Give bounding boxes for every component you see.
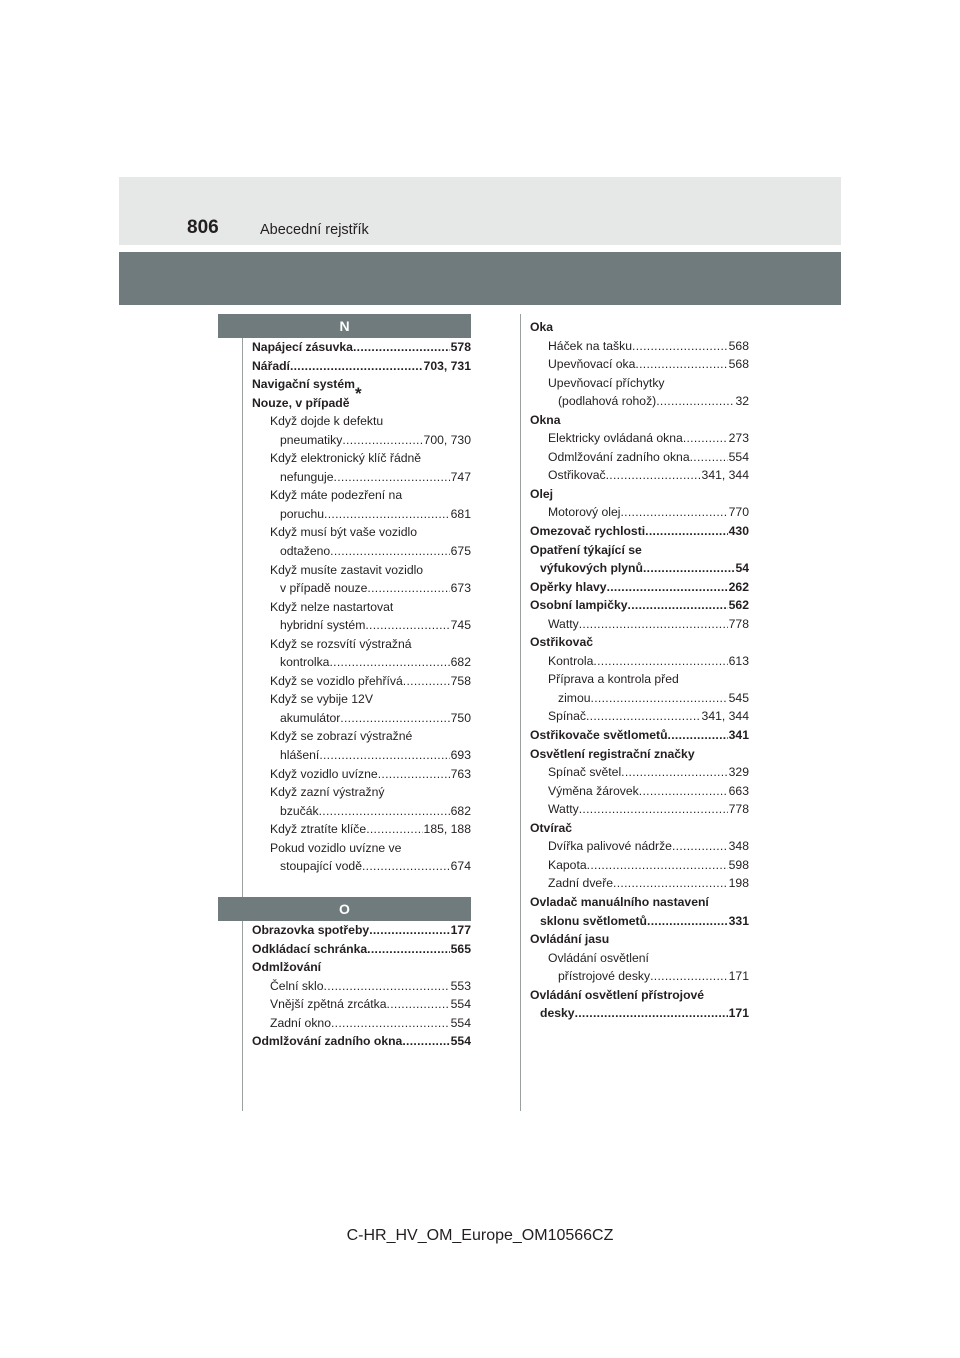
index-entry — [252, 921, 471, 940]
dot-leader — [656, 392, 734, 411]
entry-page: 675 — [450, 544, 471, 559]
entry-page: 682 — [450, 803, 471, 818]
index-entry — [530, 707, 749, 726]
entry-text: Ostřikovač — [530, 635, 594, 650]
entry-text: Ostřikovače světlometů — [530, 728, 668, 743]
dot-leader — [378, 765, 450, 784]
index-entry — [252, 1014, 471, 1033]
entry-page: 663 — [728, 783, 749, 798]
dot-leader — [621, 763, 727, 782]
index-column-right — [530, 318, 749, 1023]
entry-text: Ovládání osvětlení — [548, 950, 649, 965]
index-entry — [252, 523, 471, 542]
index-entry — [530, 633, 749, 652]
entry-text: Motorový olej — [548, 505, 621, 520]
index-entry — [252, 338, 471, 357]
entry-page: 674 — [450, 859, 471, 874]
entry-page: 554 — [728, 449, 749, 464]
index-entry — [530, 986, 749, 1005]
entry-text: Opatření týkající se — [530, 542, 642, 557]
index-entry — [252, 839, 471, 858]
index-entry — [252, 486, 471, 505]
index-entry — [530, 856, 749, 875]
entry-page: 758 — [450, 673, 471, 688]
entry-page: 185, 188 — [423, 822, 471, 837]
dot-leader — [628, 596, 728, 615]
entry-page: 750 — [450, 710, 471, 725]
entry-text: pneumatiky — [280, 432, 343, 447]
entry-text: Ovladač manuálního nastavení — [530, 894, 709, 909]
entry-page: 700, 730 — [423, 432, 471, 447]
entry-text: Když musíte zastavit vozidlo — [270, 562, 424, 577]
dot-leader — [334, 468, 450, 487]
index-entry — [252, 357, 471, 376]
index-entry — [530, 411, 749, 430]
dot-leader — [319, 746, 449, 765]
dot-leader — [369, 921, 449, 940]
entry-page: 553 — [450, 978, 471, 993]
entry-page: 693 — [450, 748, 471, 763]
index-entry — [530, 503, 749, 522]
dot-leader — [353, 338, 450, 357]
index-column-n — [252, 338, 471, 876]
dot-leader — [632, 337, 728, 356]
entry-page: 568 — [728, 338, 749, 353]
index-entry — [252, 635, 471, 654]
column-divider-n — [242, 338, 243, 897]
entry-page: 778 — [728, 802, 749, 817]
index-entry — [530, 782, 749, 801]
entry-text: Odkládací schránka — [252, 941, 368, 956]
entry-text: Když vozidlo uvízne — [270, 766, 378, 781]
entry-text: kontrolka — [280, 655, 330, 670]
dot-leader — [647, 912, 728, 931]
dot-leader — [650, 967, 728, 986]
index-entry — [530, 559, 749, 578]
entry-page: 562 — [728, 598, 749, 613]
dot-leader — [643, 559, 734, 578]
entry-page: 545 — [728, 690, 749, 705]
entry-page: 568 — [728, 357, 749, 372]
dot-leader — [387, 995, 450, 1014]
entry-page: 177 — [450, 923, 471, 937]
index-entry — [252, 431, 471, 450]
dot-leader — [324, 977, 450, 996]
entry-text: Elektricky ovládaná okna — [548, 431, 683, 446]
entry-text: Když nelze nastartovat — [270, 599, 394, 614]
entry-text: Když máte podezření na — [270, 488, 403, 503]
header-gray-bar — [119, 252, 841, 305]
entry-page: 32 — [735, 394, 749, 409]
index-entry — [530, 689, 749, 708]
entry-page: 565 — [450, 941, 471, 956]
index-entry — [252, 995, 471, 1014]
index-entry — [252, 802, 471, 821]
entry-text: hlášení — [280, 748, 320, 763]
index-entry — [530, 670, 749, 689]
entry-text: Když zazní výstražný — [270, 785, 385, 800]
entry-page: 554 — [450, 997, 471, 1012]
entry-page: 430 — [728, 524, 749, 539]
entry-text: Spínač světel — [548, 765, 622, 780]
entry-text: sklonu světlometů — [540, 913, 648, 928]
page-number: 806 — [187, 217, 219, 238]
index-entry — [252, 977, 471, 996]
index-entry — [252, 857, 471, 876]
dot-leader — [668, 726, 728, 745]
entry-text: Příprava a kontrola před — [548, 672, 679, 687]
index-entry — [252, 765, 471, 784]
dot-leader — [329, 653, 449, 672]
index-entry — [530, 874, 749, 893]
entry-text: akumulátor — [280, 710, 341, 725]
index-entry — [530, 1004, 749, 1023]
entry-text: Když ztratíte klíče — [270, 822, 367, 837]
index-entry — [530, 726, 749, 745]
entry-text: Výměna žárovek — [548, 783, 639, 798]
dot-leader — [639, 782, 728, 801]
column-divider-o — [242, 921, 243, 1111]
index-entry — [530, 448, 749, 467]
index-entry — [252, 505, 471, 524]
index-entry — [252, 449, 471, 468]
entry-text: Nouze, v případě — [252, 395, 350, 410]
entry-text: výfukových plynů — [540, 561, 643, 576]
index-entry — [252, 709, 471, 728]
index-entry — [252, 561, 471, 580]
index-entry — [530, 466, 749, 485]
entry-text: Pokud vozidlo uvízne ve — [270, 840, 402, 855]
index-column-o — [252, 921, 471, 1051]
entry-text: Když se vozidlo přehřívá — [270, 673, 403, 688]
entry-text: desky — [540, 1006, 575, 1021]
index-entry — [252, 542, 471, 561]
dot-leader — [620, 503, 727, 522]
dot-leader — [635, 355, 727, 374]
dot-leader — [330, 542, 450, 561]
entry-page: 54 — [735, 561, 749, 576]
dot-leader — [342, 431, 422, 450]
entry-text: Okna — [530, 412, 561, 427]
entry-text: Kapota — [548, 857, 587, 872]
dot-leader — [690, 448, 728, 467]
dot-leader — [362, 857, 450, 876]
entry-text: Háček na tašku — [548, 338, 633, 353]
dot-leader — [366, 820, 422, 839]
index-entry — [252, 958, 471, 977]
entry-text: Odmlžování zadního okna — [252, 1034, 403, 1049]
index-entry — [252, 690, 471, 709]
entry-page: 198 — [728, 876, 749, 891]
entry-text: Odmlžování — [252, 960, 322, 975]
entry-page: 171 — [728, 1006, 749, 1021]
entry-text: Napájecí zásuvka — [252, 340, 353, 354]
dot-leader — [367, 579, 449, 598]
entry-page: 770 — [728, 505, 749, 520]
section-letter-n: N — [218, 314, 471, 338]
entry-page: 673 — [450, 581, 471, 596]
entry-text: Osvětlení registrační značky — [530, 746, 695, 761]
entry-text: Čelní sklo — [270, 978, 324, 993]
entry-page: 763 — [450, 766, 471, 781]
index-entry — [252, 598, 471, 617]
index-entry — [530, 578, 749, 597]
index-entry — [252, 653, 471, 672]
entry-page: 578 — [450, 340, 471, 354]
entry-text: Když se zobrazí výstražné — [270, 729, 413, 744]
index-entry — [530, 522, 749, 541]
entry-text: Spínač — [548, 709, 586, 724]
dot-leader — [591, 689, 728, 708]
entry-text: Vnější zpětná zrcátka — [270, 997, 387, 1012]
entry-page: 341 — [728, 728, 749, 743]
entry-text: Ovládání osvětlení přístrojové — [530, 987, 705, 1002]
entry-text: Ostřikovač — [548, 468, 606, 483]
index-entry — [252, 616, 471, 635]
dot-leader — [324, 505, 450, 524]
dot-leader — [575, 1004, 728, 1023]
index-entry — [530, 800, 749, 819]
entry-text: Olej — [530, 486, 554, 501]
dot-leader — [586, 707, 701, 726]
entry-page: 273 — [728, 431, 749, 446]
dot-leader — [403, 672, 450, 691]
index-entry — [252, 820, 471, 839]
entry-page: 613 — [728, 653, 749, 668]
entry-page: 703, 731 — [423, 358, 471, 373]
entry-text: zimou — [558, 690, 591, 705]
entry-text: Watty — [548, 802, 579, 817]
index-entry — [252, 783, 471, 802]
entry-text: Nářadí — [252, 358, 290, 373]
dot-leader — [365, 616, 449, 635]
index-entry — [252, 1032, 471, 1051]
entry-page: 171 — [728, 969, 749, 984]
entry-page: 331 — [728, 913, 749, 928]
index-entry — [530, 967, 749, 986]
entry-text: Upevňovací příchytky — [548, 375, 665, 390]
entry-page: 747 — [450, 469, 471, 484]
index-entry — [530, 355, 749, 374]
entry-text: Když se vybije 12V — [270, 692, 373, 707]
entry-text: Obrazovka spotřeby — [252, 923, 370, 937]
section-letter-o: O — [218, 897, 471, 921]
entry-text: v případě nouze — [280, 581, 368, 596]
entry-page: 329 — [728, 765, 749, 780]
column-divider-middle — [520, 314, 521, 1111]
index-entry — [530, 763, 749, 782]
entry-text: Navigační systém — [252, 377, 355, 392]
index-entry — [530, 318, 749, 337]
index-entry — [530, 930, 749, 949]
dot-leader — [613, 874, 728, 893]
entry-page: 681 — [450, 506, 471, 521]
entry-text: Když se rozsvítí výstražná — [270, 636, 412, 651]
entry-text: nefunguje — [280, 469, 334, 484]
dot-leader — [607, 578, 728, 597]
index-entry — [252, 746, 471, 765]
entry-text: hybridní systém — [280, 618, 366, 633]
header-band — [119, 177, 841, 245]
dot-leader — [672, 837, 728, 856]
entry-text: Osobní lampičky — [530, 598, 628, 613]
entry-text: Když elektronický klíč řádně — [270, 451, 422, 466]
entry-page: 745 — [450, 618, 471, 633]
entry-text: Ovládání jasu — [530, 932, 610, 947]
index-entry — [530, 596, 749, 615]
entry-page: 778 — [728, 616, 749, 631]
dot-leader — [340, 709, 449, 728]
index-entry: Navigační systém * — [252, 377, 362, 403]
section-title: Abecední rejstřík — [260, 222, 369, 238]
index-entry — [530, 745, 749, 764]
entry-text: Kontrola — [548, 653, 594, 668]
index-entry — [252, 727, 471, 746]
entry-text: stoupající vodě — [280, 859, 362, 874]
entry-page: 348 — [728, 839, 749, 854]
entry-page: 598 — [728, 857, 749, 872]
entry-text: Opěrky hlavy — [530, 579, 607, 594]
entry-text: Odmlžování zadního okna — [548, 449, 690, 464]
entry-page: 341, 344 — [701, 709, 749, 724]
index-entry — [530, 949, 749, 968]
dot-leader — [645, 522, 728, 541]
entry-text: Watty — [548, 616, 579, 631]
dot-leader — [290, 357, 423, 376]
entry-text: (podlahová rohož) — [558, 394, 657, 409]
dot-leader — [402, 1032, 449, 1051]
entry-page: 554 — [450, 1034, 471, 1049]
entry-text: poruchu — [280, 506, 325, 521]
dot-leader — [579, 615, 728, 634]
dot-leader — [319, 802, 450, 821]
entry-page: 554 — [450, 1015, 471, 1030]
dot-leader — [587, 856, 728, 875]
entry-text: Zadní okno — [270, 1015, 331, 1030]
index-entry — [530, 893, 749, 912]
dot-leader — [367, 940, 449, 959]
dot-leader — [579, 800, 728, 819]
entry-page: 262 — [728, 579, 749, 594]
index-entry — [530, 837, 749, 856]
entry-text: Omezovač rychlosti — [530, 524, 646, 539]
index-entry — [530, 485, 749, 504]
index-entry — [530, 541, 749, 560]
index-entry — [252, 940, 471, 959]
index-entry — [252, 412, 471, 431]
index-entry — [530, 819, 749, 838]
index-entry — [530, 615, 749, 634]
entry-text: Když musí být vaše vozidlo — [270, 525, 417, 540]
dot-leader — [593, 652, 727, 671]
index-entry — [252, 672, 471, 691]
document-code: C-HR_HV_OM_Europe_OM10566CZ — [346, 1227, 614, 1244]
index-entry — [252, 468, 471, 487]
entry-text: Oka — [530, 320, 554, 334]
dot-leader — [606, 466, 701, 485]
index-entry — [530, 337, 749, 356]
entry-page: 682 — [450, 655, 471, 670]
index-entry — [530, 392, 749, 411]
entry-text: přístrojové desky — [558, 969, 651, 984]
entry-page: 341, 344 — [701, 468, 749, 483]
entry-text: Když dojde k defektu — [270, 414, 384, 429]
entry-text: Upevňovací oka — [548, 357, 636, 372]
entry-text: Zadní dveře — [548, 876, 614, 891]
dot-leader — [331, 1014, 450, 1033]
index-entry — [530, 374, 749, 393]
index-entry — [530, 429, 749, 448]
index-entry — [530, 652, 749, 671]
dot-leader — [683, 429, 728, 448]
entry-text: Dvířka palivové nádrže — [548, 839, 672, 854]
entry-text: Otvírač — [530, 820, 573, 835]
entry-text: bzučák — [280, 803, 319, 818]
entry-text: odtaženo — [280, 544, 331, 559]
index-entry — [252, 579, 471, 598]
index-entry — [530, 912, 749, 931]
